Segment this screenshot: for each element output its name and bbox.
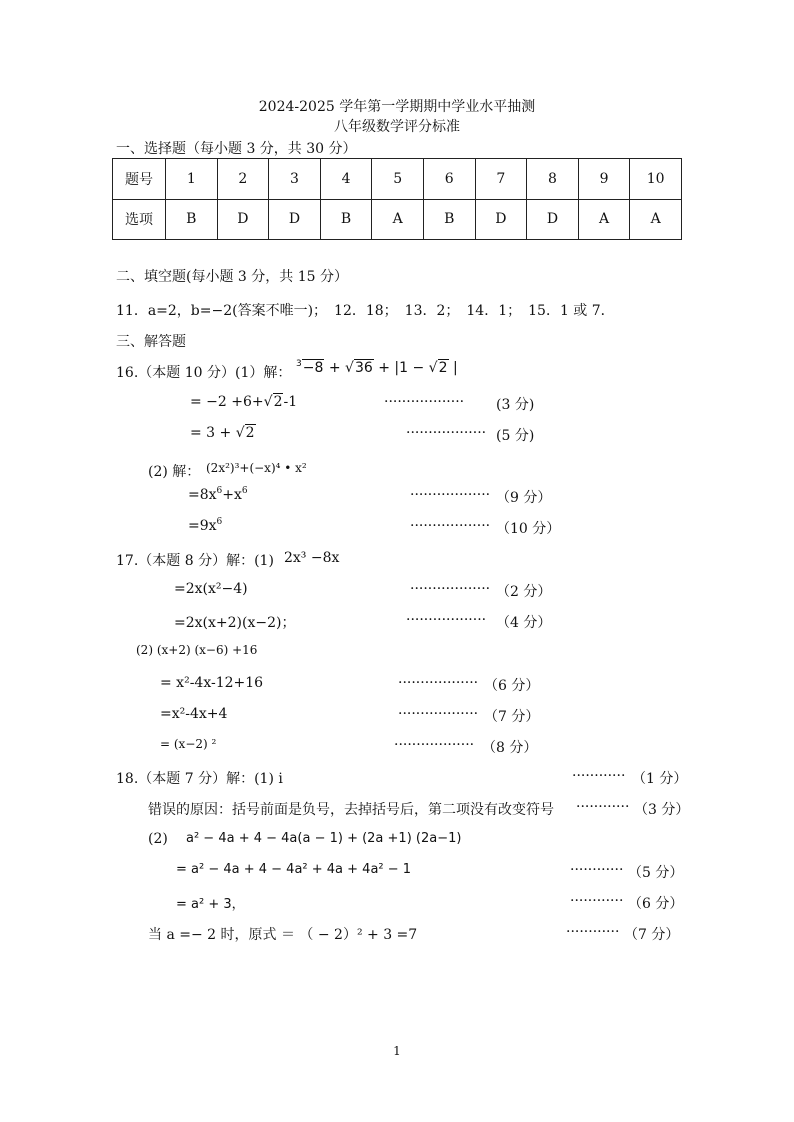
table-row-numbers (113, 159, 682, 200)
q17-step5: = (x−2) ² (160, 737, 217, 751)
table-cell: A (630, 199, 682, 240)
q18-part2-label: (2) (148, 831, 168, 847)
q16-score1: (3 分) (496, 397, 535, 413)
table-header-cell: 题号 (113, 159, 166, 200)
q18-score1: （1 分） (632, 771, 688, 787)
dot-leader: ············ (566, 924, 620, 940)
q18-step2: = a² − 4a + 4 − 4a² + 4a + 4a² − 1 (176, 862, 412, 877)
document-subtitle: 八年级数学评分标准 (334, 119, 460, 135)
exponent: 6 (241, 486, 248, 496)
q16-score3: （9 分） (496, 490, 552, 506)
table-cell: 5 (372, 159, 424, 200)
q16-step3 (188, 487, 248, 503)
dot-leader: ············ (572, 768, 626, 784)
table-cell: B (423, 199, 475, 240)
q16-step3-a: =8x (188, 487, 217, 503)
table-cell: B (320, 199, 372, 240)
exponent: 6 (216, 486, 223, 496)
q16-score2: (5 分) (496, 428, 535, 444)
table-cell: 10 (630, 159, 682, 200)
table-cell: 1 (166, 159, 218, 200)
q16-step1-a: = −2 +6+ (190, 394, 264, 410)
q17-score3: （6 分） (484, 678, 540, 694)
q18-part2-expr: a² − 4a + 4 − 4a(a − 1) + (2a +1) (2a−1) (186, 831, 462, 846)
q16-step2-a: = 3 + (190, 425, 232, 441)
q16-step4-a: =9x (188, 518, 217, 534)
q16-step3-b: +x (222, 487, 242, 503)
dot-leader: ·················· (406, 425, 487, 441)
table-cell: B (166, 199, 218, 240)
q16-step1-b: 2 (273, 394, 283, 410)
answer-table (112, 158, 682, 240)
q16-score4: （10 分） (496, 521, 561, 537)
table-cell: D (527, 199, 579, 240)
table-cell: 4 (320, 159, 372, 200)
table-cell: 9 (578, 159, 630, 200)
table-cell: 8 (527, 159, 579, 200)
exponent: 6 (216, 517, 223, 527)
q18-step4: 当 a =− 2 时，原式 ＝ （ − 2）² + 3 =7 (148, 927, 418, 943)
document-title: 2024-2025 学年第一学期期中学业水平抽测 (258, 99, 536, 115)
dot-leader: ·················· (394, 737, 475, 753)
table-cell: 2 (217, 159, 269, 200)
q18-score4: （7 分） (624, 927, 680, 943)
q17-label: 17.（本题 8 分）解：(1) (116, 553, 274, 569)
q18-score2: （5 分） (628, 865, 684, 881)
q18-step3: = a² + 3， (176, 897, 245, 912)
q18-reason-score: （3 分） (634, 802, 690, 818)
q17-score1: （2 分） (496, 584, 552, 600)
page-number: 1 (393, 1044, 401, 1058)
q17-part2: (2) (x+2) (x−6) +16 (136, 643, 258, 657)
table-cell: A (372, 199, 424, 240)
q17-score4: （7 分） (484, 709, 540, 725)
dot-leader: ············ (570, 862, 624, 878)
fill-in-answers: 11．a=2，b=−2(答案不唯一)； 12．18； 13．2； 14．1； 15．1 或 7． (116, 303, 615, 319)
q17-step3: = x²-4x-12+16 (160, 675, 264, 691)
q17-score5: （8 分） (482, 740, 538, 756)
section1-heading: 一、选择题（每小题 3 分，共 30 分） (116, 141, 357, 157)
q16-step1-c: -1 (283, 394, 298, 410)
table-cell: A (578, 199, 630, 240)
dot-leader: ·················· (410, 487, 491, 503)
table-cell: D (217, 199, 269, 240)
section2-heading: 二、填空题(每小题 3 分，共 15 分） (116, 269, 348, 285)
q16-part2-label: (2) 解： (148, 464, 201, 480)
table-cell: 3 (269, 159, 321, 200)
q16-part2-expr: (2x²)³+(−x)⁴ • x² (206, 461, 307, 475)
dot-leader: ············ (570, 893, 624, 909)
q18-score3: （6 分） (628, 896, 684, 912)
q16-step2: = 3 + √2 (190, 425, 255, 441)
dot-leader: ·················· (406, 612, 487, 628)
dot-leader: ·················· (398, 706, 479, 722)
q17-step4: =x²-4x+4 (160, 706, 228, 722)
table-cell: D (269, 199, 321, 240)
q18-reason: 错误的原因：括号前面是负号，去掉括号后，第二项没有改变符号 (148, 802, 554, 818)
q16-label: 16.（本题 10 分）(1）解： (116, 365, 292, 381)
dot-leader: ·················· (398, 675, 479, 691)
q17-score2: （4 分） (496, 615, 552, 631)
dot-leader: ·················· (410, 518, 491, 534)
q16-step2-b: 2 (245, 425, 255, 441)
q16-expression: $^3$−8 + √36 + |1 − √2 | (296, 359, 458, 376)
table-row-answers (113, 199, 682, 240)
dot-leader: ·················· (410, 581, 491, 597)
q17-step1: =2x(x²−4) (174, 581, 248, 597)
table-header-cell: 选项 (113, 199, 166, 240)
dot-leader: ············ (576, 799, 630, 815)
section3-heading: 三、解答题 (116, 334, 186, 350)
q17-step2: =2x(x+2)(x−2)； (174, 615, 296, 631)
q16-step4 (188, 518, 222, 534)
q18-label: 18.（本题 7 分）解：(1) ⅰ (116, 771, 283, 787)
dot-leader: ·················· (384, 394, 465, 410)
table-cell: 7 (475, 159, 527, 200)
table-cell: D (475, 199, 527, 240)
q17-expr: 2x³ −8x (284, 550, 340, 566)
table-cell: 6 (423, 159, 475, 200)
q16-step1: = −2 +6+√2-1 (190, 394, 298, 410)
